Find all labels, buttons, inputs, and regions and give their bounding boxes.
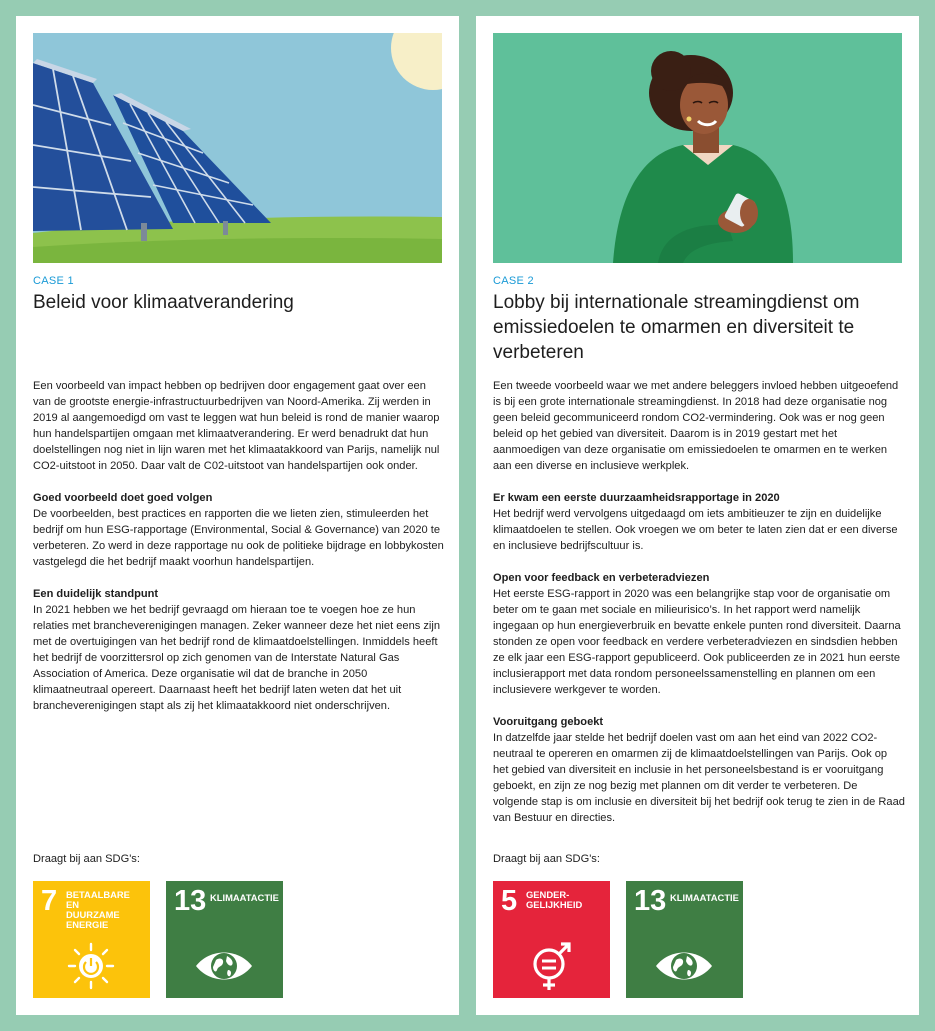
sun-power-icon [61, 940, 121, 992]
sdg-number: 13 [174, 885, 207, 917]
solar-panels-illustration [33, 33, 442, 263]
section [493, 490, 905, 554]
sdg-number: 5 [501, 885, 518, 917]
woman-with-phone-illustration [493, 33, 902, 263]
sdg-5-tile [493, 881, 610, 998]
section-text: In datzelfde jaar stelde het bedrijf doelen vast om aan het eind van 2022 CO2-neutraal te opereren en omarmen zij de klimaatdoelstellingen van Parijs. Ook op het gebied van diversiteit en inclusie in het personeelsbestand is er vooruitgang geboekt, en zijn ze nog bezig met plannen om dit verder te verbeteren. De volgende stap is om inclusie en diversiteit bij het bedrijf ook terug te zien in de Raad van Bestuur en directies. [493, 732, 905, 824]
sdg-name: BETAALBARE EN DUURZAME ENERGIE [66, 889, 130, 930]
case-2-card [476, 16, 919, 1015]
sdg-7-tile [33, 881, 150, 998]
section-text: De voorbeelden, best practices en rapporten die we lieten zien, stimuleerden het bedrijf om hun ESG-rapportage (Environmental, Social & Governance) van 2020 te verbeteren. Zo werd in deze rapportage nu ook de politieke bijdrage en lobbykosten vastgelegd die het bedrijf maakt voorhun handelspartijen. [33, 508, 444, 568]
sdg-name: KLIMAATACTIE [670, 892, 739, 903]
case-body [33, 378, 445, 730]
section [33, 586, 445, 714]
sdg-number: 7 [41, 885, 58, 917]
case-body [493, 378, 905, 842]
case-label: CASE 1 [33, 275, 74, 287]
section-text: Het bedrijf werd vervolgens uitgedaagd om iets ambitieuzer te zijn en duidelijke klimaatdoelen te stellen. Ook vroegen we om beter te laten zien dat er een diverse en inclusieve bedrijfscultuur is. [493, 508, 898, 552]
section-heading: Vooruitgang geboekt [493, 716, 604, 728]
case-1-card [16, 16, 459, 1015]
section-heading: Er kwam een eerste duurzaamheidsrapportage in 2020 [493, 492, 780, 504]
case-title: Lobby bij internationale streamingdienst om emissiedoelen te omarmen en diversiteit te verbeteren [493, 292, 860, 363]
section-heading: Goed voorbeeld doet goed volgen [33, 492, 213, 504]
section-heading: Open voor feedback en verbeteradviezen [493, 572, 710, 584]
section [33, 490, 445, 570]
section-text: In 2021 hebben we het bedrijf gevraagd om hieraan toe te voegen hoe ze hun relaties met brancheverenigingen managen. Zeker wanneer deze het niet eens zijn met de overtuigingen van het bedrijf rond de klimaatdoelstellingen. Inmiddels heeft het bedrijf de voorzittersrol op zich genomen van de Interstate Natural Gas Association of America. Deze organisatie wil dat de branche in 2050 klimaatneutraal opereert. Daarnaast heeft het bedrijf laten weten dat het uit brancheverenigingen stapt als zij het klimaatakkoord niet onderschrijven. [33, 604, 441, 712]
case-label: CASE 2 [493, 275, 534, 287]
intro-paragraph: Een voorbeeld van impact hebben op bedrijven door engagement gaat over een van de grootste energie-infrastructuurbedrijven van Noord-Amerika. Zij werden in 2019 al aangemoedigd om vast te leggen wat hun beleid is rond de manier waarop hun handelspartijen omgaan met klimaatverandering. Er werd benadrukt dat hun doelstellingen nog niet in lijn waren met het klimaatakkoord van Parijs, namelijk nul CO2-uitstoot in 2050. Daar valt de C02-uitstoot van handelspartijen ook onder. [33, 380, 440, 472]
case-title: Beleid voor klimaatverandering [33, 292, 294, 313]
section-heading: Een duidelijk standpunt [33, 588, 159, 600]
sdg-13-tile [626, 881, 743, 998]
sdg-number: 13 [634, 885, 667, 917]
sdg-name: GENDER-GELIJKHEID [526, 889, 583, 910]
sdg-label: Draagt bij aan SDG's: [33, 853, 140, 865]
sdg-label: Draagt bij aan SDG's: [493, 853, 600, 865]
sdg-name: KLIMAATACTIE [210, 892, 279, 903]
sdg-13-tile [166, 881, 283, 998]
intro-paragraph: Een tweede voorbeeld waar we met andere beleggers invloed hebben uitgeoefend is bij een grote internationale streamingdienst. In 2018 had deze organisatie nog geen beleid gecommuniceerd rondom CO2-vermindering. Ook was er nog geen beleid op het gebied van diversiteit. Daarom is in 2019 gestart met het aanmoedigen van deze organisatie om emissiedoelen te omarmen en te werken aan een diverse en inclusieve werkplek. [493, 380, 899, 472]
eye-globe-icon [194, 940, 254, 992]
section [493, 570, 905, 698]
section [493, 714, 905, 826]
eye-globe-icon [654, 940, 714, 992]
section-text: Het eerste ESG-rapport in 2020 was een belangrijke stap voor de organisatie om beter om te gaan met sociale en milieurisico’s. In het rapport werd namelijk ingegaan op hun energieverbruik en bevatte enkele punten rond diversiteit. Daarna stonden ze open voor feedback en verdere verbeteradviezen en sindsdien hebben ze elk jaar een ESG-rapport gepubliceerd. Ook publiceerden ze in 2021 hun eerste inclusierapport met data rondom personeelssamenstelling en plannen om een inclusievere werkgever te worden. [493, 588, 901, 696]
gender-equality-icon [521, 940, 581, 992]
